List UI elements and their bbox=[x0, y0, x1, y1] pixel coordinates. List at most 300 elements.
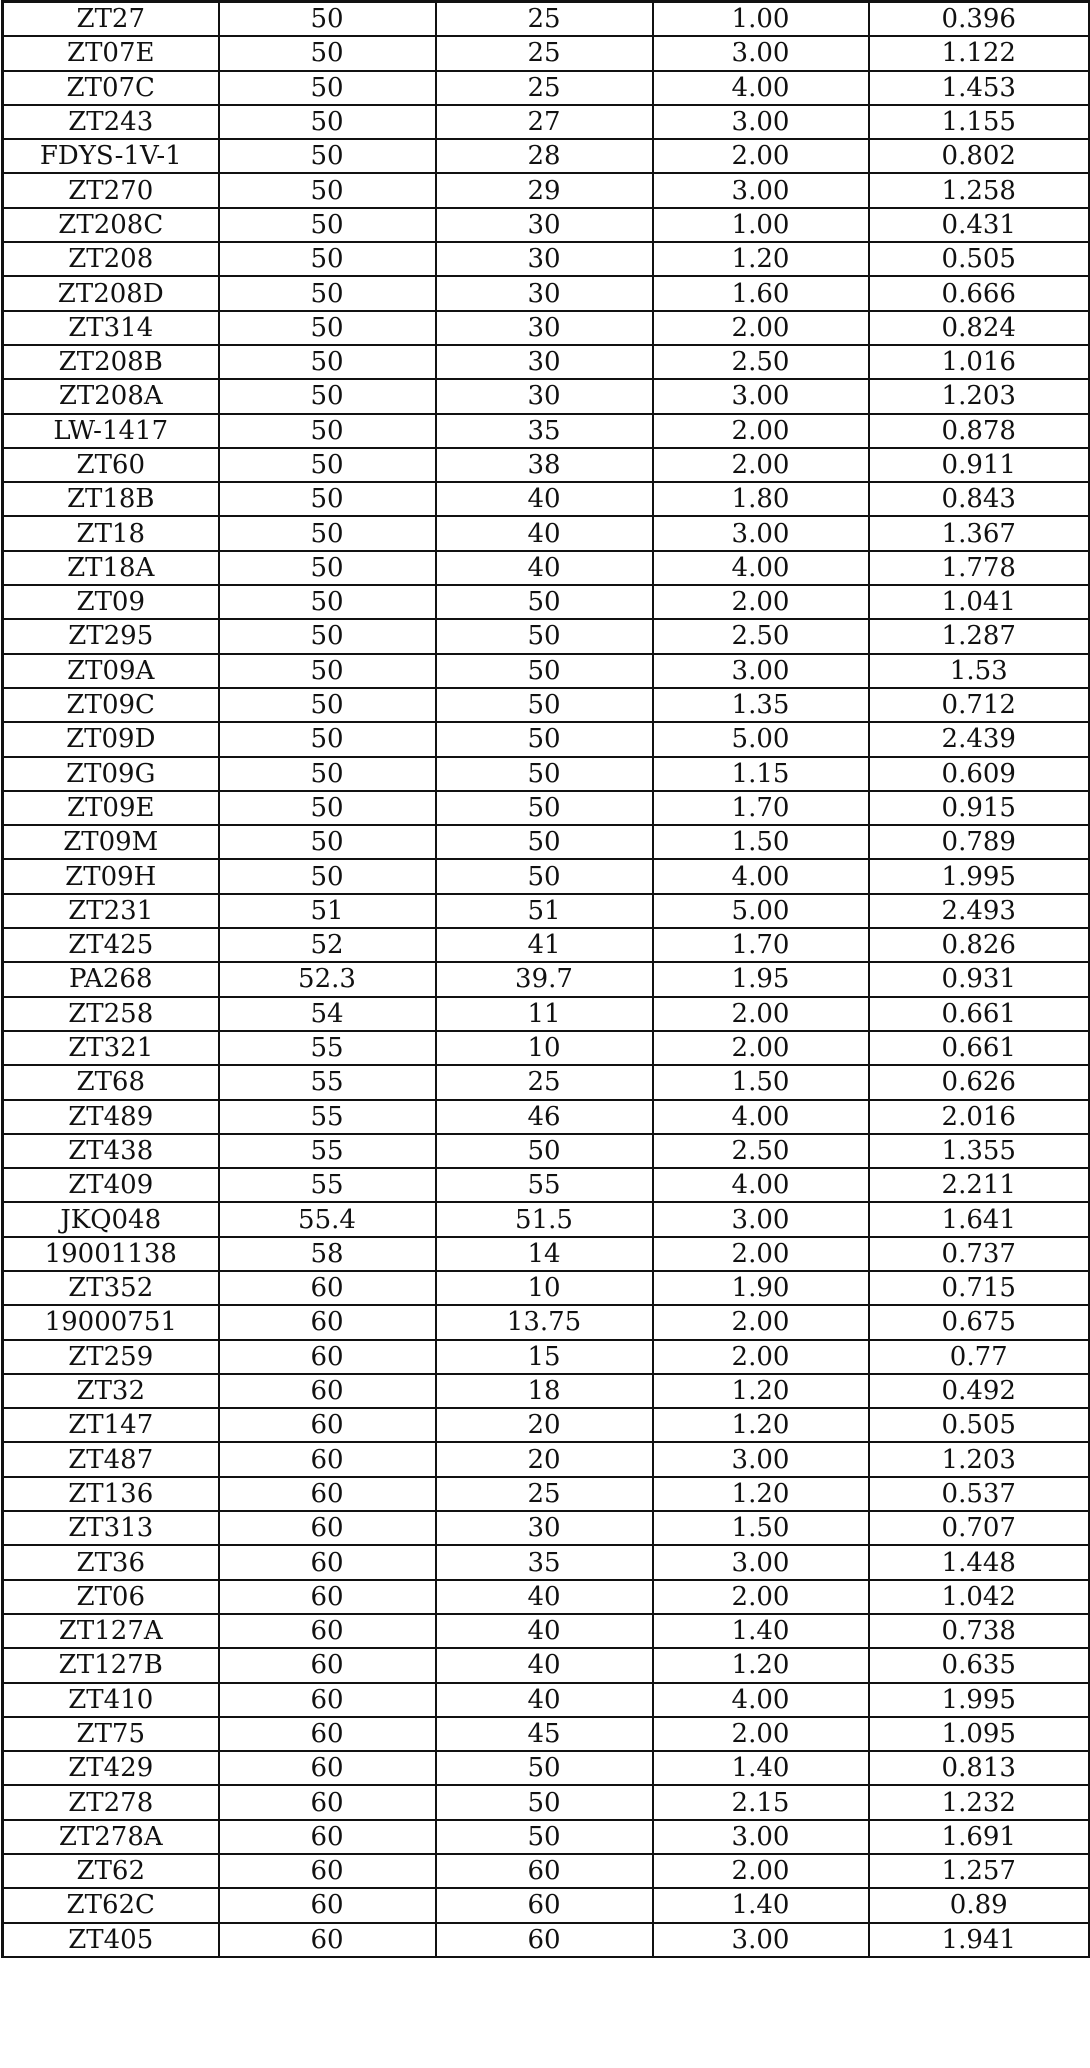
dim-a-cell: 60 bbox=[219, 1785, 436, 1819]
part-code-cell: ZT09 bbox=[3, 585, 219, 619]
weight-cell: 1.232 bbox=[869, 1785, 1090, 1819]
table-row bbox=[3, 825, 1090, 859]
table-row bbox=[3, 1031, 1090, 1065]
table-row bbox=[3, 1340, 1090, 1374]
dim-b-cell: 50 bbox=[436, 859, 653, 893]
weight-cell: 0.505 bbox=[869, 242, 1090, 276]
table-row bbox=[3, 516, 1090, 550]
dim-b-cell: 30 bbox=[436, 1511, 653, 1545]
dim-a-cell: 58 bbox=[219, 1237, 436, 1271]
thickness-cell: 4.00 bbox=[653, 551, 869, 585]
part-code-cell: ZT208C bbox=[3, 208, 219, 242]
part-code-cell: ZT489 bbox=[3, 1100, 219, 1134]
table-row bbox=[3, 859, 1090, 893]
weight-cell: 1.367 bbox=[869, 516, 1090, 550]
table-row bbox=[3, 551, 1090, 585]
weight-cell: 2.493 bbox=[869, 894, 1090, 928]
dim-b-cell: 15 bbox=[436, 1340, 653, 1374]
weight-cell: 1.941 bbox=[869, 1923, 1090, 1957]
weight-cell: 0.89 bbox=[869, 1888, 1090, 1922]
thickness-cell: 4.00 bbox=[653, 1683, 869, 1717]
thickness-cell: 3.00 bbox=[653, 36, 869, 70]
dim-b-cell: 55 bbox=[436, 1168, 653, 1202]
weight-cell: 0.915 bbox=[869, 791, 1090, 825]
part-code-cell: ZT278 bbox=[3, 1785, 219, 1819]
weight-cell: 1.641 bbox=[869, 1202, 1090, 1236]
part-code-cell: ZT09H bbox=[3, 859, 219, 893]
dim-b-cell: 40 bbox=[436, 1614, 653, 1648]
weight-cell: 1.287 bbox=[869, 619, 1090, 653]
part-code-cell: ZT208B bbox=[3, 345, 219, 379]
table-row bbox=[3, 345, 1090, 379]
table-row bbox=[3, 1477, 1090, 1511]
part-code-cell: JKQ048 bbox=[3, 1202, 219, 1236]
part-code-cell: ZT429 bbox=[3, 1751, 219, 1785]
dim-a-cell: 50 bbox=[219, 242, 436, 276]
dim-b-cell: 51 bbox=[436, 894, 653, 928]
dim-b-cell: 29 bbox=[436, 173, 653, 207]
dim-a-cell: 54 bbox=[219, 997, 436, 1031]
table-row bbox=[3, 1717, 1090, 1751]
table-row bbox=[3, 173, 1090, 207]
thickness-cell: 2.00 bbox=[653, 1854, 869, 1888]
table-row bbox=[3, 1545, 1090, 1579]
part-code-cell: ZT62 bbox=[3, 1854, 219, 1888]
dim-b-cell: 30 bbox=[436, 208, 653, 242]
thickness-cell: 4.00 bbox=[653, 1100, 869, 1134]
weight-cell: 0.661 bbox=[869, 997, 1090, 1031]
weight-cell: 1.203 bbox=[869, 379, 1090, 413]
dim-b-cell: 45 bbox=[436, 1717, 653, 1751]
table-row bbox=[3, 1271, 1090, 1305]
thickness-cell: 1.20 bbox=[653, 1408, 869, 1442]
thickness-cell: 1.90 bbox=[653, 1271, 869, 1305]
dim-b-cell: 39.7 bbox=[436, 962, 653, 996]
dim-b-cell: 18 bbox=[436, 1374, 653, 1408]
dim-b-cell: 50 bbox=[436, 688, 653, 722]
table-row bbox=[3, 482, 1090, 516]
part-code-cell: 19001138 bbox=[3, 1237, 219, 1271]
weight-cell: 1.691 bbox=[869, 1820, 1090, 1854]
thickness-cell: 2.00 bbox=[653, 139, 869, 173]
table-row bbox=[3, 791, 1090, 825]
dim-b-cell: 40 bbox=[436, 482, 653, 516]
weight-cell: 0.626 bbox=[869, 1065, 1090, 1099]
dim-a-cell: 60 bbox=[219, 1580, 436, 1614]
thickness-cell: 3.00 bbox=[653, 105, 869, 139]
table-row bbox=[3, 1065, 1090, 1099]
table-row bbox=[3, 242, 1090, 276]
dim-b-cell: 50 bbox=[436, 1785, 653, 1819]
dim-a-cell: 50 bbox=[219, 654, 436, 688]
table-row bbox=[3, 1614, 1090, 1648]
dim-b-cell: 14 bbox=[436, 1237, 653, 1271]
part-code-cell: ZT270 bbox=[3, 173, 219, 207]
weight-cell: 2.439 bbox=[869, 722, 1090, 756]
dim-a-cell: 50 bbox=[219, 139, 436, 173]
thickness-cell: 4.00 bbox=[653, 859, 869, 893]
part-code-cell: ZT243 bbox=[3, 105, 219, 139]
weight-cell: 0.707 bbox=[869, 1511, 1090, 1545]
part-code-cell: ZT09E bbox=[3, 791, 219, 825]
dim-b-cell: 60 bbox=[436, 1888, 653, 1922]
dim-b-cell: 40 bbox=[436, 516, 653, 550]
thickness-cell: 2.00 bbox=[653, 997, 869, 1031]
part-code-cell: ZT07C bbox=[3, 71, 219, 105]
part-code-cell: ZT321 bbox=[3, 1031, 219, 1065]
thickness-cell: 4.00 bbox=[653, 71, 869, 105]
part-code-cell: 19000751 bbox=[3, 1305, 219, 1339]
weight-cell: 1.448 bbox=[869, 1545, 1090, 1579]
dim-a-cell: 50 bbox=[219, 516, 436, 550]
dim-a-cell: 60 bbox=[219, 1820, 436, 1854]
table-row bbox=[3, 448, 1090, 482]
part-code-cell: ZT127B bbox=[3, 1648, 219, 1682]
dim-a-cell: 50 bbox=[219, 71, 436, 105]
part-code-cell: ZT258 bbox=[3, 997, 219, 1031]
thickness-cell: 1.70 bbox=[653, 791, 869, 825]
table-row bbox=[3, 688, 1090, 722]
weight-cell: 0.813 bbox=[869, 1751, 1090, 1785]
dim-b-cell: 50 bbox=[436, 757, 653, 791]
part-code-cell: ZT27 bbox=[3, 2, 219, 37]
dim-a-cell: 50 bbox=[219, 482, 436, 516]
table-row bbox=[3, 276, 1090, 310]
dim-b-cell: 50 bbox=[436, 619, 653, 653]
dim-a-cell: 60 bbox=[219, 1442, 436, 1476]
dim-a-cell: 60 bbox=[219, 1923, 436, 1957]
dim-a-cell: 60 bbox=[219, 1374, 436, 1408]
dim-a-cell: 55 bbox=[219, 1065, 436, 1099]
weight-cell: 1.995 bbox=[869, 859, 1090, 893]
part-code-cell: ZT208 bbox=[3, 242, 219, 276]
thickness-cell: 3.00 bbox=[653, 516, 869, 550]
table-row bbox=[3, 1820, 1090, 1854]
part-code-cell: ZT438 bbox=[3, 1134, 219, 1168]
thickness-cell: 3.00 bbox=[653, 1820, 869, 1854]
dim-b-cell: 40 bbox=[436, 1648, 653, 1682]
table-row bbox=[3, 71, 1090, 105]
thickness-cell: 1.20 bbox=[653, 1648, 869, 1682]
part-code-cell: ZT295 bbox=[3, 619, 219, 653]
weight-cell: 0.396 bbox=[869, 2, 1090, 37]
dim-b-cell: 10 bbox=[436, 1031, 653, 1065]
table-row bbox=[3, 1683, 1090, 1717]
thickness-cell: 3.00 bbox=[653, 1442, 869, 1476]
thickness-cell: 3.00 bbox=[653, 1202, 869, 1236]
weight-cell: 2.211 bbox=[869, 1168, 1090, 1202]
dim-a-cell: 52 bbox=[219, 928, 436, 962]
dim-b-cell: 25 bbox=[436, 1477, 653, 1511]
dim-a-cell: 52.3 bbox=[219, 962, 436, 996]
part-code-cell: ZT09M bbox=[3, 825, 219, 859]
weight-cell: 1.041 bbox=[869, 585, 1090, 619]
table-row bbox=[3, 1785, 1090, 1819]
dim-a-cell: 60 bbox=[219, 1545, 436, 1579]
dim-b-cell: 30 bbox=[436, 311, 653, 345]
table-row bbox=[3, 414, 1090, 448]
weight-cell: 1.122 bbox=[869, 36, 1090, 70]
part-code-cell: ZT278A bbox=[3, 1820, 219, 1854]
dim-a-cell: 55 bbox=[219, 1134, 436, 1168]
thickness-cell: 2.50 bbox=[653, 1134, 869, 1168]
weight-cell: 1.155 bbox=[869, 105, 1090, 139]
thickness-cell: 3.00 bbox=[653, 1545, 869, 1579]
part-code-cell: ZT68 bbox=[3, 1065, 219, 1099]
part-code-cell: ZT06 bbox=[3, 1580, 219, 1614]
thickness-cell: 1.50 bbox=[653, 825, 869, 859]
dim-a-cell: 50 bbox=[219, 791, 436, 825]
dim-b-cell: 30 bbox=[436, 276, 653, 310]
dim-a-cell: 50 bbox=[219, 345, 436, 379]
dim-b-cell: 10 bbox=[436, 1271, 653, 1305]
thickness-cell: 1.80 bbox=[653, 482, 869, 516]
dim-b-cell: 40 bbox=[436, 1683, 653, 1717]
dim-a-cell: 50 bbox=[219, 36, 436, 70]
dim-b-cell: 35 bbox=[436, 414, 653, 448]
part-code-cell: ZT127A bbox=[3, 1614, 219, 1648]
weight-cell: 0.431 bbox=[869, 208, 1090, 242]
weight-cell: 0.911 bbox=[869, 448, 1090, 482]
thickness-cell: 2.00 bbox=[653, 1717, 869, 1751]
thickness-cell: 3.00 bbox=[653, 173, 869, 207]
table-row bbox=[3, 2, 1090, 37]
dim-a-cell: 55 bbox=[219, 1100, 436, 1134]
dim-b-cell: 38 bbox=[436, 448, 653, 482]
dim-a-cell: 60 bbox=[219, 1340, 436, 1374]
thickness-cell: 1.20 bbox=[653, 242, 869, 276]
dim-a-cell: 50 bbox=[219, 551, 436, 585]
weight-cell: 0.824 bbox=[869, 311, 1090, 345]
dim-b-cell: 25 bbox=[436, 1065, 653, 1099]
table-row bbox=[3, 1854, 1090, 1888]
dim-b-cell: 40 bbox=[436, 1580, 653, 1614]
part-code-cell: ZT136 bbox=[3, 1477, 219, 1511]
thickness-cell: 1.40 bbox=[653, 1888, 869, 1922]
dim-a-cell: 50 bbox=[219, 619, 436, 653]
thickness-cell: 2.00 bbox=[653, 1237, 869, 1271]
part-code-cell: FDYS-1V-1 bbox=[3, 139, 219, 173]
thickness-cell: 2.50 bbox=[653, 619, 869, 653]
dim-b-cell: 50 bbox=[436, 722, 653, 756]
table-row bbox=[3, 1374, 1090, 1408]
table-row bbox=[3, 1923, 1090, 1957]
dim-b-cell: 46 bbox=[436, 1100, 653, 1134]
weight-cell: 0.675 bbox=[869, 1305, 1090, 1339]
dim-b-cell: 20 bbox=[436, 1442, 653, 1476]
dim-b-cell: 20 bbox=[436, 1408, 653, 1442]
table-row bbox=[3, 585, 1090, 619]
part-code-cell: ZT208A bbox=[3, 379, 219, 413]
weight-cell: 0.609 bbox=[869, 757, 1090, 791]
thickness-cell: 1.35 bbox=[653, 688, 869, 722]
dim-a-cell: 60 bbox=[219, 1511, 436, 1545]
dim-a-cell: 60 bbox=[219, 1271, 436, 1305]
table-row bbox=[3, 1888, 1090, 1922]
dim-a-cell: 50 bbox=[219, 208, 436, 242]
thickness-cell: 5.00 bbox=[653, 722, 869, 756]
table-row bbox=[3, 928, 1090, 962]
thickness-cell: 1.00 bbox=[653, 208, 869, 242]
weight-cell: 1.53 bbox=[869, 654, 1090, 688]
dim-b-cell: 25 bbox=[436, 36, 653, 70]
dim-b-cell: 27 bbox=[436, 105, 653, 139]
table-row bbox=[3, 379, 1090, 413]
dim-a-cell: 50 bbox=[219, 757, 436, 791]
weight-cell: 0.931 bbox=[869, 962, 1090, 996]
thickness-cell: 2.00 bbox=[653, 414, 869, 448]
thickness-cell: 2.00 bbox=[653, 1305, 869, 1339]
weight-cell: 0.635 bbox=[869, 1648, 1090, 1682]
dim-a-cell: 60 bbox=[219, 1683, 436, 1717]
dim-a-cell: 51 bbox=[219, 894, 436, 928]
dim-b-cell: 50 bbox=[436, 1820, 653, 1854]
table-row bbox=[3, 208, 1090, 242]
weight-cell: 0.878 bbox=[869, 414, 1090, 448]
table-row bbox=[3, 139, 1090, 173]
weight-cell: 2.016 bbox=[869, 1100, 1090, 1134]
part-code-cell: ZT259 bbox=[3, 1340, 219, 1374]
dim-a-cell: 60 bbox=[219, 1854, 436, 1888]
table-row bbox=[3, 997, 1090, 1031]
weight-cell: 1.995 bbox=[869, 1683, 1090, 1717]
table-row bbox=[3, 105, 1090, 139]
table-row bbox=[3, 1408, 1090, 1442]
part-code-cell: ZT410 bbox=[3, 1683, 219, 1717]
dim-b-cell: 30 bbox=[436, 379, 653, 413]
part-code-cell: ZT313 bbox=[3, 1511, 219, 1545]
table-row bbox=[3, 1100, 1090, 1134]
weight-cell: 1.095 bbox=[869, 1717, 1090, 1751]
table-row bbox=[3, 962, 1090, 996]
thickness-cell: 3.00 bbox=[653, 654, 869, 688]
dim-a-cell: 60 bbox=[219, 1305, 436, 1339]
thickness-cell: 2.50 bbox=[653, 345, 869, 379]
table-row bbox=[3, 722, 1090, 756]
weight-cell: 0.738 bbox=[869, 1614, 1090, 1648]
dim-b-cell: 50 bbox=[436, 654, 653, 688]
thickness-cell: 1.40 bbox=[653, 1751, 869, 1785]
dim-a-cell: 60 bbox=[219, 1888, 436, 1922]
dim-b-cell: 28 bbox=[436, 139, 653, 173]
dim-a-cell: 50 bbox=[219, 585, 436, 619]
dim-a-cell: 55.4 bbox=[219, 1202, 436, 1236]
part-code-cell: ZT231 bbox=[3, 894, 219, 928]
dim-a-cell: 50 bbox=[219, 173, 436, 207]
part-code-cell: ZT18B bbox=[3, 482, 219, 516]
thickness-cell: 2.00 bbox=[653, 311, 869, 345]
table-row bbox=[3, 1202, 1090, 1236]
part-code-cell: LW-1417 bbox=[3, 414, 219, 448]
weight-cell: 0.661 bbox=[869, 1031, 1090, 1065]
dim-a-cell: 55 bbox=[219, 1031, 436, 1065]
dim-b-cell: 40 bbox=[436, 551, 653, 585]
dim-b-cell: 50 bbox=[436, 825, 653, 859]
part-code-cell: ZT60 bbox=[3, 448, 219, 482]
dim-a-cell: 55 bbox=[219, 1168, 436, 1202]
thickness-cell: 1.70 bbox=[653, 928, 869, 962]
table-row bbox=[3, 654, 1090, 688]
weight-cell: 1.016 bbox=[869, 345, 1090, 379]
part-code-cell: ZT147 bbox=[3, 1408, 219, 1442]
dim-a-cell: 60 bbox=[219, 1477, 436, 1511]
thickness-cell: 2.00 bbox=[653, 1031, 869, 1065]
weight-cell: 1.203 bbox=[869, 1442, 1090, 1476]
weight-cell: 0.826 bbox=[869, 928, 1090, 962]
part-code-cell: ZT09D bbox=[3, 722, 219, 756]
thickness-cell: 1.20 bbox=[653, 1374, 869, 1408]
part-code-cell: ZT18 bbox=[3, 516, 219, 550]
dim-a-cell: 50 bbox=[219, 825, 436, 859]
part-code-cell: ZT409 bbox=[3, 1168, 219, 1202]
table-row bbox=[3, 619, 1090, 653]
thickness-cell: 2.00 bbox=[653, 585, 869, 619]
dim-a-cell: 50 bbox=[219, 105, 436, 139]
thickness-cell: 1.95 bbox=[653, 962, 869, 996]
weight-cell: 0.712 bbox=[869, 688, 1090, 722]
part-code-cell: ZT62C bbox=[3, 1888, 219, 1922]
weight-cell: 0.537 bbox=[869, 1477, 1090, 1511]
thickness-cell: 1.00 bbox=[653, 2, 869, 37]
thickness-cell: 4.00 bbox=[653, 1168, 869, 1202]
dim-b-cell: 30 bbox=[436, 345, 653, 379]
table-row bbox=[3, 311, 1090, 345]
table-row bbox=[3, 1442, 1090, 1476]
table-row bbox=[3, 36, 1090, 70]
thickness-cell: 1.15 bbox=[653, 757, 869, 791]
thickness-cell: 1.20 bbox=[653, 1477, 869, 1511]
dim-a-cell: 50 bbox=[219, 859, 436, 893]
part-code-cell: ZT09G bbox=[3, 757, 219, 791]
weight-cell: 0.505 bbox=[869, 1408, 1090, 1442]
dim-b-cell: 51.5 bbox=[436, 1202, 653, 1236]
part-code-cell: ZT36 bbox=[3, 1545, 219, 1579]
thickness-cell: 1.40 bbox=[653, 1614, 869, 1648]
dim-a-cell: 50 bbox=[219, 379, 436, 413]
dim-a-cell: 60 bbox=[219, 1408, 436, 1442]
dim-b-cell: 25 bbox=[436, 2, 653, 37]
dim-a-cell: 50 bbox=[219, 414, 436, 448]
dim-b-cell: 11 bbox=[436, 997, 653, 1031]
weight-cell: 1.453 bbox=[869, 71, 1090, 105]
part-code-cell: ZT75 bbox=[3, 1717, 219, 1751]
thickness-cell: 2.15 bbox=[653, 1785, 869, 1819]
thickness-cell: 2.00 bbox=[653, 448, 869, 482]
dim-a-cell: 50 bbox=[219, 688, 436, 722]
dim-b-cell: 13.75 bbox=[436, 1305, 653, 1339]
table-row bbox=[3, 1168, 1090, 1202]
dim-a-cell: 50 bbox=[219, 311, 436, 345]
dim-b-cell: 50 bbox=[436, 791, 653, 825]
table-row bbox=[3, 757, 1090, 791]
weight-cell: 0.843 bbox=[869, 482, 1090, 516]
table-row bbox=[3, 1134, 1090, 1168]
part-code-cell: PA268 bbox=[3, 962, 219, 996]
part-code-cell: ZT425 bbox=[3, 928, 219, 962]
dim-a-cell: 50 bbox=[219, 722, 436, 756]
weight-cell: 1.257 bbox=[869, 1854, 1090, 1888]
dim-a-cell: 50 bbox=[219, 2, 436, 37]
thickness-cell: 2.00 bbox=[653, 1580, 869, 1614]
part-code-cell: ZT09A bbox=[3, 654, 219, 688]
spec-table bbox=[1, 0, 1090, 1958]
table-row bbox=[3, 1751, 1090, 1785]
dim-a-cell: 60 bbox=[219, 1751, 436, 1785]
weight-cell: 0.666 bbox=[869, 276, 1090, 310]
part-code-cell: ZT32 bbox=[3, 1374, 219, 1408]
thickness-cell: 1.60 bbox=[653, 276, 869, 310]
weight-cell: 0.789 bbox=[869, 825, 1090, 859]
